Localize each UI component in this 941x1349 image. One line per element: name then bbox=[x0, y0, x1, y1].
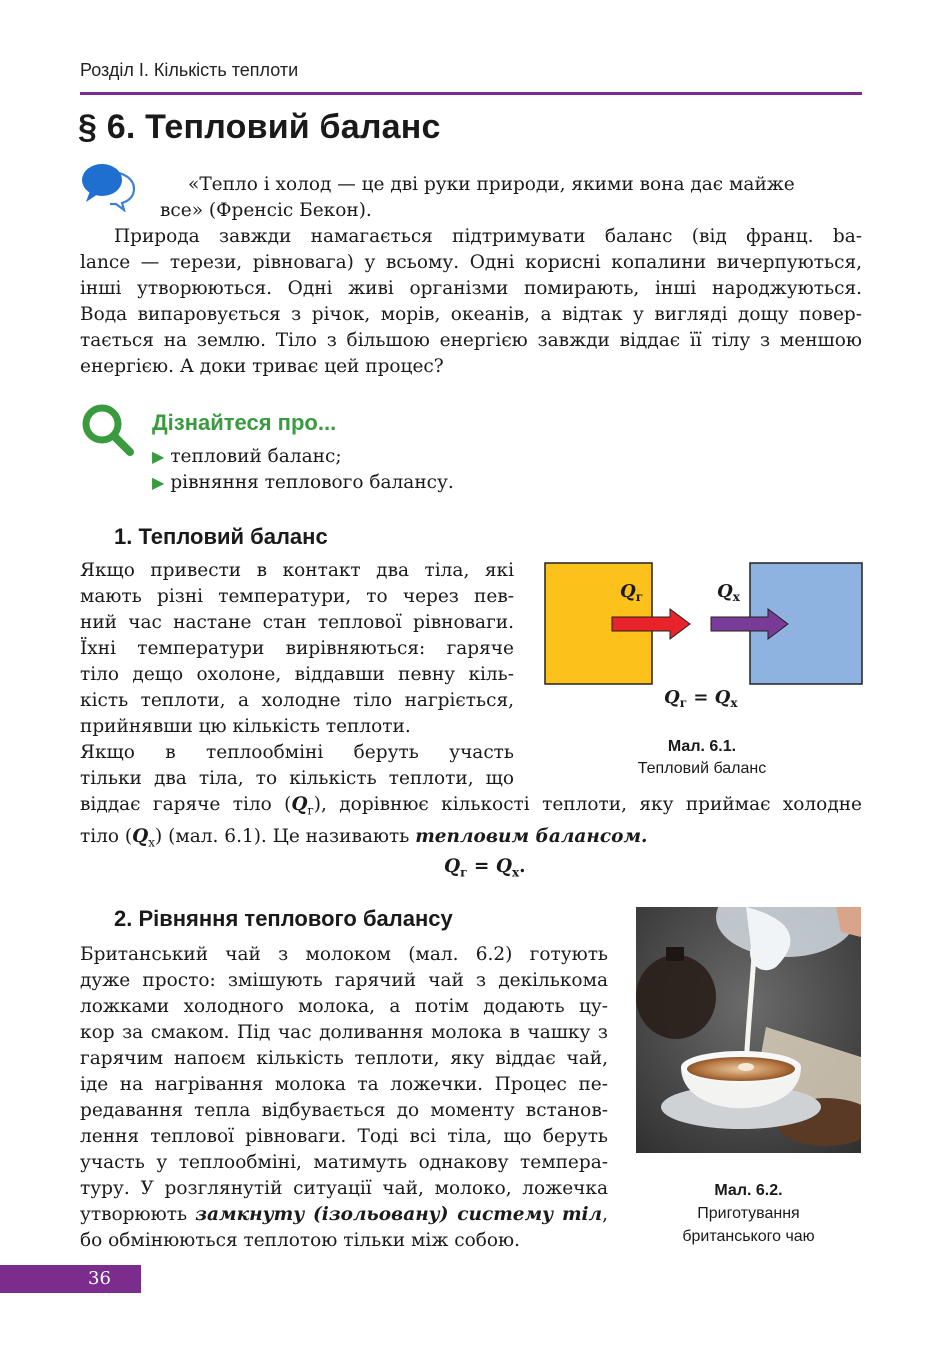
q-hot-label: $Q_г$ bbox=[620, 581, 644, 604]
text-line: прийнявши цю кількість теплоти. bbox=[80, 716, 411, 737]
text-line: редавання тепла відбувається до моменту встанов- bbox=[80, 1100, 608, 1121]
figure-caption-number: Мал. 6.2. bbox=[714, 1182, 783, 1199]
learn-title: Дізнайтеся про... bbox=[152, 410, 337, 435]
text-line: тільки два тіла, то кількість теплоти, що bbox=[80, 768, 514, 789]
text-line: Якщо в теплообміні беруть участь bbox=[80, 742, 514, 763]
section2-text bbox=[80, 942, 608, 1254]
text-line: віддає гаряче тіло $(Q_г)$, дорівнює кількості теплоти, яку приймає холодне bbox=[80, 794, 862, 818]
section-header: Розділ І. Кількість теплоти bbox=[80, 60, 299, 80]
balance-formula: $Q_г = Q_х$. bbox=[444, 856, 526, 880]
section1-full-text bbox=[80, 792, 862, 855]
figure-caption-text: Тепловий баланс bbox=[637, 760, 767, 777]
triangle-bullet-icon: ▶ bbox=[152, 473, 165, 492]
text-line: гарячим напоєм кількість теплоти, яку віддає чай, bbox=[80, 1048, 608, 1069]
text-line: бо обмінюються теплотою тільки між собою. bbox=[80, 1230, 520, 1251]
text-line: тається на землю. Тіло з більшою енергією завжди віддає її тілу з меншою bbox=[80, 330, 862, 351]
tea-with-milk-photo bbox=[636, 907, 861, 1153]
section-heading: 1. Тепловий баланс bbox=[114, 524, 328, 549]
section1-column-text bbox=[80, 558, 514, 792]
learn-item: ▶ рівняння теплового балансу. bbox=[152, 472, 454, 493]
section-heading: 2. Рівняння теплового балансу bbox=[114, 906, 453, 931]
text-line: Їхні температури вирівняються: гаряче bbox=[80, 638, 514, 659]
q-cold-label: $Q_х$ bbox=[717, 581, 740, 604]
epigraph-line: все» (Френсіс Бекон). bbox=[160, 200, 372, 221]
text-line: кор за смаком. Під час доливання молока в чашку з bbox=[80, 1022, 608, 1043]
text-line: участь у теплообміні, матимуть однакову темпера- bbox=[80, 1152, 608, 1173]
balance-equation-label: $Q_г = Q_х$ bbox=[664, 687, 738, 710]
text-line: іде на нагрівання молока та ложечки. Процес пе- bbox=[80, 1074, 608, 1095]
intro-paragraph bbox=[80, 224, 862, 380]
epigraph bbox=[80, 172, 862, 224]
header-rule bbox=[80, 92, 862, 95]
text-line: lance — терези, рівновага) у всьому. Одні корисні копалини вичерпуються, bbox=[80, 252, 862, 273]
text-line: тіло $(Q_х)$ (мал. 6.1). Це називають тепловим балансом. bbox=[80, 825, 648, 850]
page-number-bar bbox=[0, 1265, 141, 1293]
text-line: утворюють замкнуту (ізольовану) систему тіл, bbox=[80, 1204, 608, 1225]
figure-caption-text: британського чаю bbox=[682, 1228, 815, 1245]
page-title: § 6. Тепловий баланс bbox=[78, 108, 441, 146]
figure-caption-number: Мал. 6.1. bbox=[667, 738, 737, 755]
text-line: Британський чай з молоком (мал. 6.2) готують bbox=[80, 944, 608, 965]
text-line: тіло дещо охолоне, віддавши певну кіль- bbox=[80, 664, 514, 685]
text-line: енергією. А доки триває цей процес? bbox=[80, 356, 444, 377]
figure-caption-text: Приготування bbox=[697, 1205, 800, 1222]
text-line: туру. У розглянутій ситуації чай, молоко, ложечка bbox=[80, 1178, 608, 1199]
text-line: дуже просто: змішують гарячий чай з декількома bbox=[80, 970, 608, 991]
text-line: кість теплоти, а холодне тіло нагріється, bbox=[80, 690, 514, 711]
magnifier-icon bbox=[80, 402, 136, 458]
text-line: мають різні температури, то через пев- bbox=[80, 586, 514, 607]
text-line: Якщо привести в контакт два тіла, які bbox=[80, 560, 514, 581]
text-line: Вода випаровується з річок, морів, океанів, а відтак у вигляді дощу повер- bbox=[80, 304, 862, 325]
heat-balance-diagram bbox=[544, 562, 864, 712]
text-line: Природа завжди намагається підтримувати баланс (від франц. ba- bbox=[114, 226, 862, 247]
epigraph-line: «Тепло і холод — це дві руки природи, якими вона дає майже bbox=[188, 174, 795, 195]
learn-item: ▶ тепловий баланс; bbox=[152, 446, 342, 467]
page-number: 36 bbox=[88, 1268, 111, 1289]
text-line: лення теплової рівноваги. Тоді всі тіла, що беруть bbox=[80, 1126, 608, 1147]
text-line: ний час настане стан теплової рівноваги. bbox=[80, 612, 514, 633]
text-line: ложками холодного молока, а потім додають цу- bbox=[80, 996, 608, 1017]
text-line: інші утворюються. Одні живі організми помирають, інші народжуються. bbox=[80, 278, 862, 299]
triangle-bullet-icon: ▶ bbox=[152, 447, 165, 466]
